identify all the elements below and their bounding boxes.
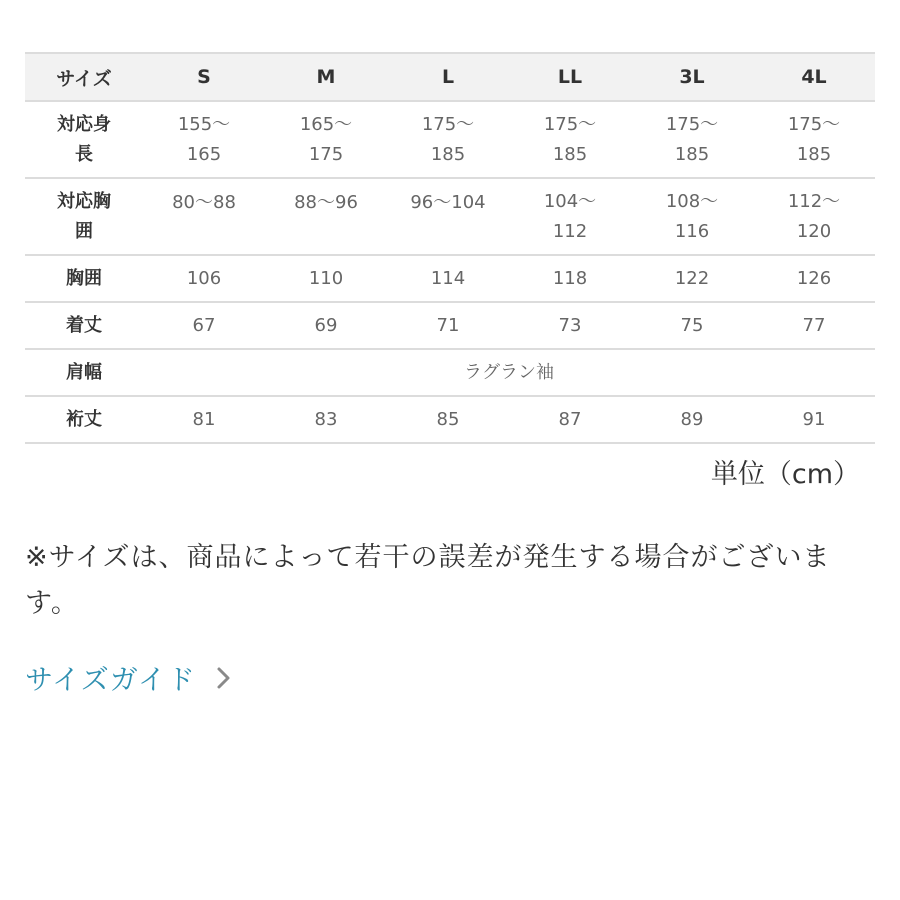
row-label-length: 着丈: [25, 302, 143, 349]
table-cell: 112〜 120: [753, 178, 875, 255]
table-row: [25, 101, 875, 178]
header-s: S: [143, 53, 265, 101]
table-cell: 83: [265, 396, 387, 443]
header-size: サイズ: [25, 53, 143, 101]
row-label-chest: 胸囲: [25, 255, 143, 302]
table-cell: 165〜 175: [265, 101, 387, 178]
table-cell: 118: [509, 255, 631, 302]
table-cell: 96〜104: [387, 178, 509, 255]
table-cell: 73: [509, 302, 631, 349]
table-cell: 87: [509, 396, 631, 443]
table-cell: 67: [143, 302, 265, 349]
table-cell: 75: [631, 302, 753, 349]
header-4l: 4L: [753, 53, 875, 101]
header-l: L: [387, 53, 509, 101]
header-3l: 3L: [631, 53, 753, 101]
row-label-chest-range: 対応胸 囲: [25, 178, 143, 255]
table-cell: 175〜 185: [387, 101, 509, 178]
row-label-height: 対応身 長: [25, 101, 143, 178]
header-ll: LL: [509, 53, 631, 101]
table-cell: 89: [631, 396, 753, 443]
table-cell: 108〜 116: [631, 178, 753, 255]
table-cell: 126: [753, 255, 875, 302]
table-cell: 77: [753, 302, 875, 349]
table-row: [25, 178, 875, 255]
table-cell: 175〜 185: [631, 101, 753, 178]
table-cell: 122: [631, 255, 753, 302]
table-row: [25, 302, 875, 349]
header-m: M: [265, 53, 387, 101]
chevron-right-icon: [214, 664, 234, 692]
table-cell: 106: [143, 255, 265, 302]
table-cell: 71: [387, 302, 509, 349]
table-cell: 85: [387, 396, 509, 443]
table-cell: 104〜 112: [509, 178, 631, 255]
table-cell: 81: [143, 396, 265, 443]
row-label-shoulder: 肩幅: [25, 349, 143, 396]
table-cell: 69: [265, 302, 387, 349]
table-row: [25, 396, 875, 443]
table-cell: 114: [387, 255, 509, 302]
table-cell: 155〜 165: [143, 101, 265, 178]
row-label-sleeve: 裄丈: [25, 396, 143, 443]
size-table: [25, 52, 875, 444]
table-row: [25, 255, 875, 302]
table-cell: 80〜88: [143, 178, 265, 255]
size-guide-link[interactable]: [25, 658, 234, 698]
size-guide-label: サイズガイド: [25, 663, 196, 696]
table-cell: 175〜 185: [753, 101, 875, 178]
size-note: ※サイズは、商品によって若干の誤差が発生する場合がございます。: [25, 542, 831, 619]
table-header-row: [25, 53, 875, 101]
table-cell: 110: [265, 255, 387, 302]
table-cell: 175〜 185: [509, 101, 631, 178]
unit-label: 単位（cm）: [710, 459, 860, 490]
table-cell: 88〜96: [265, 178, 387, 255]
table-cell: 91: [753, 396, 875, 443]
table-cell-merged: ラグラン袖: [143, 349, 875, 396]
table-row: [25, 349, 875, 396]
